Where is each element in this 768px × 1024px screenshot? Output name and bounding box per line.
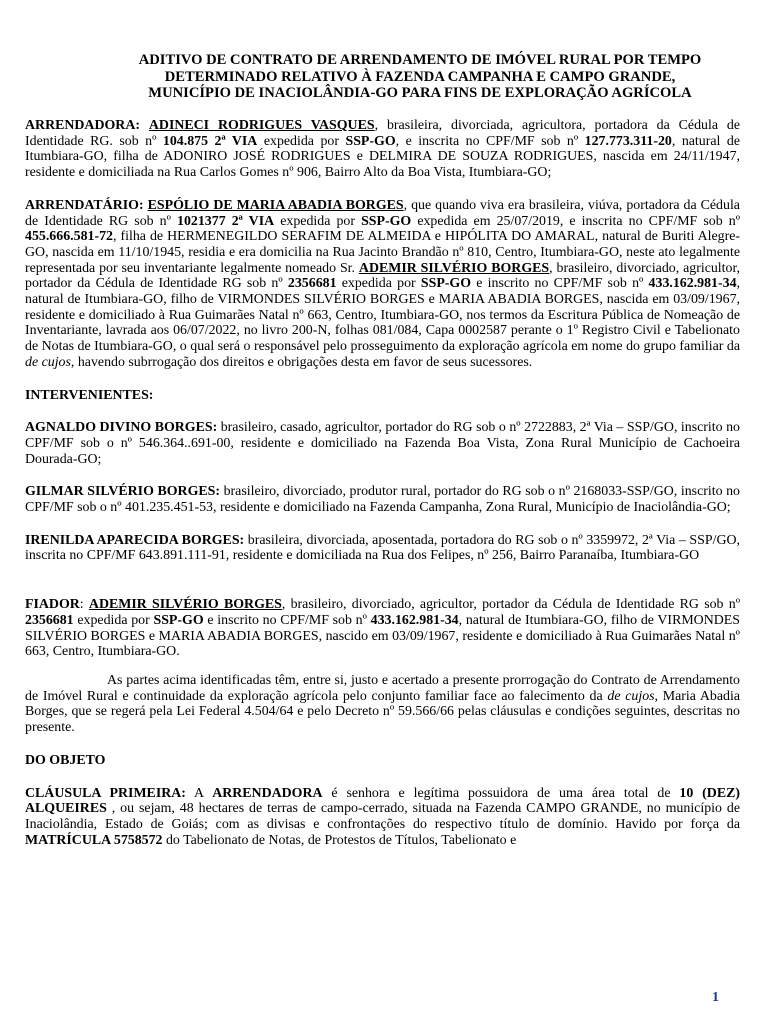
document-body [25, 118, 740, 848]
interveniente-2-name: GILMAR SILVÉRIO BORGES: [25, 484, 220, 500]
interveniente-3-name: IRENILDA APARECIDA BORGES: [25, 532, 245, 548]
arrendatario-label: ARRENDATÁRIO: [25, 197, 144, 213]
fiador-paragraph: FIADOR: ADEMIR SILVÉRIO BORGES, brasileiro, divorciado, agricultor, portador da Cédula de Identidade RG sob nº 2356681 expedida por SSP-GO e inscrito no CPF/MF sob nº 433.162.981-34, natural de Itumbiara-GO, filho de VIRMONDES SILVÉRIO BORGES e MARIA ABADIA BORGES, nascido em 03/09/1967, residente e domiciliado à Rua Guimarães Natal nº 663, Centro, Itumbiara-GO. [25, 597, 740, 660]
fiador-label: FIADOR [25, 597, 80, 613]
clausula-primeira-paragraph: CLÁUSULA PRIMEIRA: A ARRENDADORA é senhora e legítima possuidora de uma área total de 10 (DEZ) ALQUEIRES , ou sejam, 48 hectares de terras de campo-cerrado, situada na Fazenda CAMPO GRANDE, no município de Inaciolândia, Estado de Goiás; com as divisas e confrontações do respectivo título de domínio. Havido por força da MATRÍCULA 5758572 do Tabelionato de Notas, de Protestos de Títulos, Tabelionato e [25, 785, 740, 848]
interveniente-2-paragraph: GILMAR SILVÉRIO BORGES: brasileiro, divorciado, produtor rural, portador do RG sob o nº 2168033-SSP/GO, inscrito no CPF/MF sob o nº 401.235.451-53, residente e domiciliado na Fazenda Campanha, Zona Rural, Município de Inaciolândia-GO; [25, 484, 740, 516]
representative-name: ADEMIR SILVÉRIO BORGES [358, 260, 550, 276]
interveniente-1-paragraph: AGNALDO DIVINO BORGES: brasileiro, casado, agricultor, portador do RG sob o nº 2722883, 2ª Via – SSP/GO, inscrito no CPF/MF sob o nº 546.364..691-00, residente e domiciliado na Fazenda Boa Vista, Zona Rural Município de Cachoeira Dourada-GO; [25, 420, 740, 467]
fiador-name: ADEMIR SILVÉRIO BORGES [88, 597, 282, 613]
objeto-heading: DO OBJETO [25, 752, 106, 768]
title-line-1: ADITIVO DE CONTRATO DE ARRENDAMENTO DE IMÓVEL RURAL POR TEMPO [138, 52, 702, 68]
arrendadora-label: ARRENDADORA: [25, 118, 140, 133]
arrendadora-name: ADINECI RODRIGUES VASQUES [148, 118, 375, 133]
arrendatario-paragraph: ARRENDATÁRIO: ESPÓLIO DE MARIA ABADIA BORGES, que quando viva era brasileira, viúva, portadora da Cédula de Identidade RG sob nº 1021377 2ª VIA expedida por SSP-GO expedida em 25/07/2019, e inscrita no CPF/MF sob nº 455.666.581-72, filha de HERMENEGILDO SERAFIM DE ALMEIDA e HIPÓLITA DO AMARAL, natural de Buriti Alegre-GO, nascida em 11/10/1945, residia e era domicilia na Rua Jacinto Brandão nº 810, Centro, Itumbiara-GO, neste ato legalmente representada por seu inventariante legalmente nomeado Sr. ADEMIR SILVÉRIO BORGES, brasileiro, divorciado, agricultor, portador da Cédula de Identidade RG sob nº 2356681 expedida por SSP-GO e inscrito no CPF/MF sob nº 433.162.981-34, natural de Itumbiara-GO, filho de VIRMONDES SILVÉRIO BORGES e MARIA ABADIA BORGES, nascida em 03/09/1967, residente e domiciliado à Rua Guimarães Natal nº 663, Centro, Itumbiara-GO, nos termos da Escritura Pública de Nomeação de Inventariante, lavrada aos 06/07/2022, no livro 200-N, folhas 081/084, Capa 0002587 perante o 1º Registro Civil e Tabelionato de Notas de Itumbiara-GO, o qual será o responsável pelo prosseguimento da exploração agrícola em nome do grupo familiar da de cujos, havendo subrrogação dos direitos e obrigações desta em favor de seus sucessores. [25, 197, 741, 370]
intervenientes-heading: INTERVENIENTES: [25, 387, 154, 403]
interveniente-1-name: AGNALDO DIVINO BORGES: [25, 420, 218, 436]
arrendatario-name: ESPÓLIO DE MARIA ABADIA BORGES [147, 197, 404, 213]
page-number: 1 [712, 990, 719, 1005]
intro-paragraph: As partes acima identificadas têm, entre si, justo e acertado a presente prorrogação do Contrato de Arrendamento de Imóvel Rural e continuidade da exploração agrícola pelo conjunto familiar face ao falecimento da de cujos, Maria Abadia Borges, que se regerá pela Lei Federal 4.504/64 e pelo Decreto nº 59.566/66 pelas cláusulas e condições seguintes, descritas no presente. [25, 672, 740, 736]
title-line-2: DETERMINADO RELATIVO À FAZENDA CAMPANHA E CAMPO GRANDE, [164, 68, 676, 85]
interveniente-3-paragraph: IRENILDA APARECIDA BORGES: brasileira, divorciada, aposentada, portadora do RG sob o nº 3359972, 2ª Via – SSP/GO, inscrita no CPF/MF 643.891.111-91, residente e domiciliada na Rua dos Felipes, nº 256, Bairro Paranaíba, Itumbiara-GO [25, 532, 740, 564]
clausula-primeira-label: CLÁUSULA PRIMEIRA: [25, 785, 186, 801]
arrendadora-paragraph: ARRENDADORA: ADINECI RODRIGUES VASQUES, brasileira, divorciada, agricultora, portadora da Cédula de Identidade RG. sob nº 104.875 2ª VIA expedida por SSP-GO, e inscrita no CPF/MF sob nº 127.773.311-20, natural de Itumbiara-GO, filha de ADONIRO JOSÉ RODRIGUES e DELMIRA DE SOUZA RODRIGUES, nascida em 24/11/1947, residente e domiciliada na Rua Carlos Gomes nº 906, Bairro Alto da Boa Vista, Itumbiara-GO; [25, 118, 740, 181]
title-line-3: MUNICÍPIO DE INACIOLÂNDIA-GO PARA FINS DE EXPLORAÇÃO AGRÍCOLA [148, 85, 692, 102]
document-title [100, 52, 740, 102]
